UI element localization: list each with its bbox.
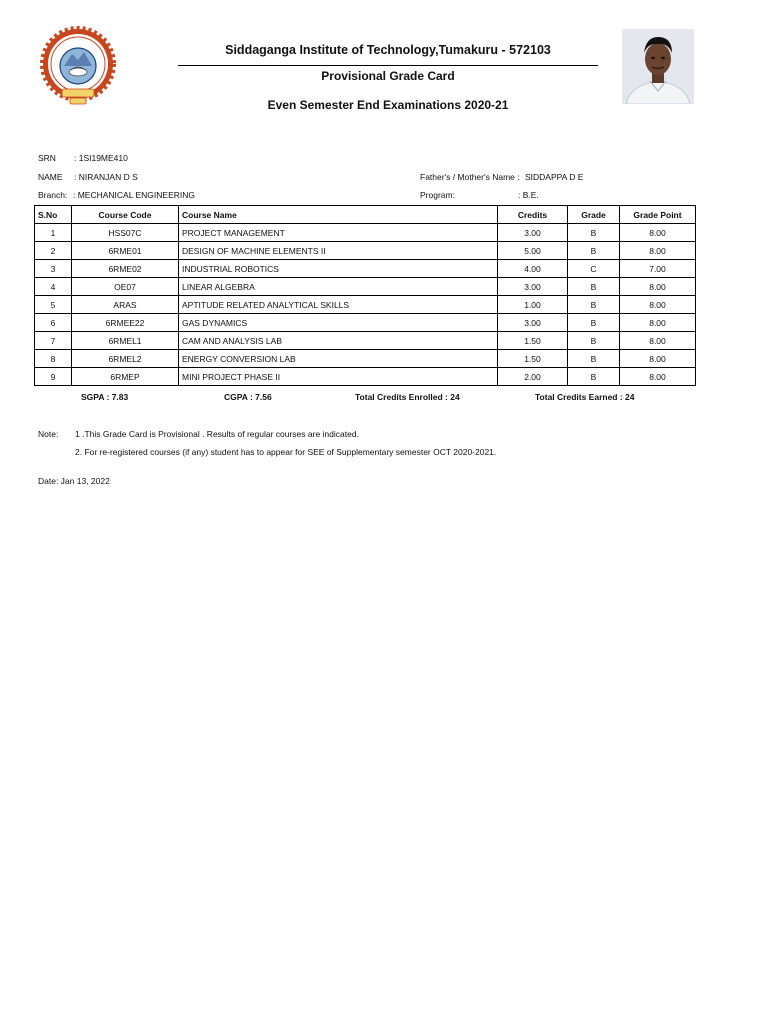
cell-sno: 4	[35, 278, 72, 296]
cell-sno: 5	[35, 296, 72, 314]
table-header-row	[35, 206, 696, 224]
note-label: Note:	[38, 429, 59, 439]
cell-grade-point: 7.00	[620, 260, 696, 278]
cell-credits: 1.00	[498, 296, 568, 314]
cell-course-code: HSS07C	[72, 224, 179, 242]
cell-course-code: OE07	[72, 278, 179, 296]
cell-course-code: 6RMEL1	[72, 332, 179, 350]
issue-date: Date: Jan 13, 2022	[38, 476, 110, 486]
cell-grade-point: 8.00	[620, 368, 696, 386]
cell-credits: 3.00	[498, 224, 568, 242]
name-value: : NIRANJAN D S	[74, 172, 138, 182]
cell-course-name: APTITUDE RELATED ANALYTICAL SKILLS	[179, 296, 498, 314]
grades-table	[34, 205, 696, 386]
total-credits-enrolled: Total Credits Enrolled : 24	[355, 392, 460, 402]
table-row	[35, 278, 696, 296]
table-row	[35, 260, 696, 278]
cell-sno: 8	[35, 350, 72, 368]
table-row	[35, 368, 696, 386]
srn-label: SRN	[38, 153, 56, 163]
cell-course-name: DESIGN OF MACHINE ELEMENTS II	[179, 242, 498, 260]
cell-course-name: PROJECT MANAGEMENT	[179, 224, 498, 242]
cell-course-code: 6RME01	[72, 242, 179, 260]
student-photo	[622, 29, 694, 104]
cell-course-code: 6RME02	[72, 260, 179, 278]
cell-grade-point: 8.00	[620, 350, 696, 368]
cell-grade-point: 8.00	[620, 314, 696, 332]
parent-label: Father's / Mother's Name :	[420, 172, 520, 182]
header-credits: Credits	[498, 206, 568, 224]
exam-title: Even Semester End Examinations 2020-21	[267, 98, 509, 112]
cell-course-name: GAS DYNAMICS	[179, 314, 498, 332]
grade-card-title: Provisional Grade Card	[321, 69, 455, 83]
table-row	[35, 224, 696, 242]
institute-logo	[40, 26, 116, 108]
cell-grade: B	[568, 350, 620, 368]
cell-credits: 5.00	[498, 242, 568, 260]
branch-label: Branch:	[38, 190, 68, 200]
cell-sno: 9	[35, 368, 72, 386]
cell-grade: C	[568, 260, 620, 278]
table-row	[35, 332, 696, 350]
cell-course-code: ARAS	[72, 296, 179, 314]
srn-value: : 1SI19ME410	[74, 153, 128, 163]
cell-course-name: MINI PROJECT PHASE II	[179, 368, 498, 386]
institute-name: Siddaganga Institute of Technology,Tumakuru - 572103	[225, 43, 551, 57]
cell-credits: 3.00	[498, 278, 568, 296]
cell-course-name: CAM AND ANALYSIS LAB	[179, 332, 498, 350]
cell-sno: 2	[35, 242, 72, 260]
name-label: NAME	[38, 172, 63, 182]
note-line-1: 1 .This Grade Card is Provisional . Results of regular courses are indicated.	[75, 429, 359, 439]
program-label: Program:	[420, 190, 455, 200]
cell-grade: B	[568, 278, 620, 296]
header-course-name: Course Name	[179, 206, 498, 224]
cell-grade-point: 8.00	[620, 332, 696, 350]
total-credits-earned: Total Credits Earned : 24	[535, 392, 635, 402]
cell-course-name: INDUSTRIAL ROBOTICS	[179, 260, 498, 278]
table-row	[35, 242, 696, 260]
note-line-2: 2. For re-registered courses (if any) student has to appear for SEE of Supplementary semester OCT 2020-2021.	[75, 447, 497, 457]
cell-credits: 3.00	[498, 314, 568, 332]
header-grade: Grade	[568, 206, 620, 224]
branch-value: : MECHANICAL ENGINEERING	[73, 190, 196, 200]
cgpa: CGPA : 7.56	[224, 392, 272, 402]
cell-credits: 2.00	[498, 368, 568, 386]
table-row	[35, 296, 696, 314]
cell-sno: 6	[35, 314, 72, 332]
cell-sno: 1	[35, 224, 72, 242]
header-course-code: Course Code	[72, 206, 179, 224]
cell-credits: 1.50	[498, 332, 568, 350]
title-divider	[178, 65, 598, 66]
cell-grade: B	[568, 368, 620, 386]
cell-course-name: ENERGY CONVERSION LAB	[179, 350, 498, 368]
header-grade-point: Grade Point	[620, 206, 696, 224]
sgpa: SGPA : 7.83	[81, 392, 129, 402]
cell-grade: B	[568, 224, 620, 242]
cell-course-code: 6RMEL2	[72, 350, 179, 368]
cell-grade: B	[568, 242, 620, 260]
table-row	[35, 350, 696, 368]
header-sno: S.No	[35, 206, 72, 224]
cell-grade-point: 8.00	[620, 296, 696, 314]
cell-sno: 7	[35, 332, 72, 350]
cell-grade-point: 8.00	[620, 242, 696, 260]
cell-course-code: 6RMEE22	[72, 314, 179, 332]
cell-course-code: 6RMEP	[72, 368, 179, 386]
program-value: : B.E.	[518, 190, 539, 200]
cell-grade: B	[568, 314, 620, 332]
parent-value: SIDDAPPA D E	[525, 172, 584, 182]
cell-grade-point: 8.00	[620, 278, 696, 296]
cell-grade: B	[568, 296, 620, 314]
cell-credits: 1.50	[498, 350, 568, 368]
cell-course-name: LINEAR ALGEBRA	[179, 278, 498, 296]
table-row	[35, 314, 696, 332]
cell-grade: B	[568, 332, 620, 350]
cell-sno: 3	[35, 260, 72, 278]
cell-grade-point: 8.00	[620, 224, 696, 242]
cell-credits: 4.00	[498, 260, 568, 278]
